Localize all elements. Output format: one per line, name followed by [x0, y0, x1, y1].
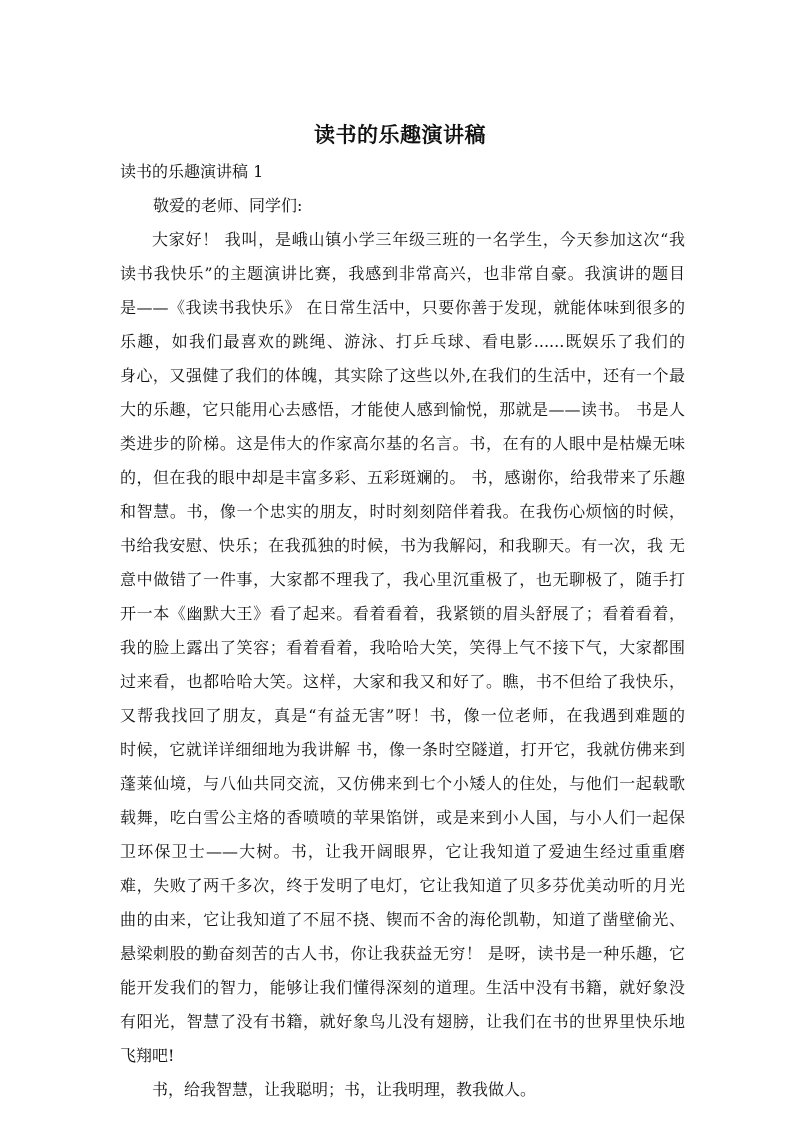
body-line: 是——《我读书我快乐》 在日常生活中，只要你善于发现，就能体味到很多的	[120, 298, 685, 317]
body-line: 类进步的阶梯。这是伟大的作家高尔基的名言。书，在有的人眼中是枯燥无味	[120, 434, 685, 453]
body-line: 大家好！ 我叫，是峨山镇小学三年级三班的一名学生，今天参加这次“我	[152, 230, 685, 249]
body-line: 难，失败了两千多次，终于发明了电灯，它让我知道了贝多芬优美动听的月光	[120, 876, 685, 895]
greeting-line: 敬爱的老师、同学们:	[153, 196, 303, 215]
body-line: 能开发我们的智力，能够让我们懂得深刻的道理。生活中没有书籍，就好象没	[120, 978, 685, 997]
body-line: 开一本《幽默大王》看了起来。看着看着，我紧锁的眉头舒展了；看着看着，	[120, 604, 685, 623]
document-subtitle: 读书的乐趣演讲稿 1	[120, 162, 264, 181]
body-line: 我的脸上露出了笑容；看着看着，我哈哈大笑，笑得上气不接下气，大家都围	[120, 638, 685, 657]
body-line: 蓬莱仙境，与八仙共同交流，又仿佛来到七个小矮人的住处，与他们一起载歌	[120, 774, 685, 793]
document-title: 读书的乐趣演讲稿	[314, 123, 486, 147]
body-line: 时候，它就详详细细地为我讲解 书，像一条时空隧道，打开它，我就仿佛来到	[120, 740, 685, 759]
body-line: 乐趣，如我们最喜欢的跳绳、游泳、打乒乓球、看电影......既娱乐了我们的	[120, 332, 685, 351]
closing-line: 书，给我智慧，让我聪明；书，让我明理，教我做人。	[152, 1080, 537, 1099]
body-line: 卫环保卫士——大树。书，让我开阔眼界，它让我知道了爱迪生经过重重磨	[120, 842, 685, 861]
body-line: 的，但在我的眼中却是丰富多彩、五彩斑斓的。 书，感谢你，给我带来了乐趣	[120, 468, 685, 487]
body-line: 有阳光，智慧了没有书籍，就好象鸟儿没有翅膀，让我们在书的世界里快乐地	[120, 1012, 685, 1031]
body-line: 悬梁刺股的勤奋刻苦的古人书，你让我获益无穷！ 是呀，读书是一种乐趣，它	[120, 944, 685, 963]
body-line: 过来看，也都哈哈大笑。这样，大家和我又和好了。瞧，书不但给了我快乐，	[120, 672, 685, 691]
body-line: 曲的由来，它让我知道了不屈不挠、锲而不舍的海伦凯勒，知道了凿壁偷光、	[120, 910, 685, 929]
body-line: 载舞，吃白雪公主烙的香喷喷的苹果馅饼，或是来到小人国，与小人们一起保	[120, 808, 685, 827]
body-line: 和智慧。书，像一个忠实的朋友，时时刻刻陪伴着我。在我伤心烦恼的时候，	[120, 502, 685, 521]
body-line: 身心，又强健了我们的体魄，其实除了这些以外,在我们的生活中，还有一个最	[120, 366, 685, 385]
body-line: 大的乐趣，它只能用心去感悟，才能使人感到愉悦，那就是——读书。 书是人	[120, 400, 685, 419]
body-line: 又帮我找回了朋友，真是“有益无害”呀！书，像一位老师，在我遇到难题的	[120, 706, 685, 725]
body-line: 意中做错了一件事，大家都不理我了，我心里沉重极了，也无聊极了，随手打	[120, 570, 685, 589]
body-line: 读书我快乐”的主题演讲比赛，我感到非常高兴，也非常自豪。我演讲的题目	[120, 264, 685, 283]
body-line: 飞翔吧!	[120, 1046, 175, 1065]
body-line: 书给我安慰、快乐；在我孤独的时候，书为我解闷，和我聊天。有一次，我 无	[120, 536, 685, 555]
